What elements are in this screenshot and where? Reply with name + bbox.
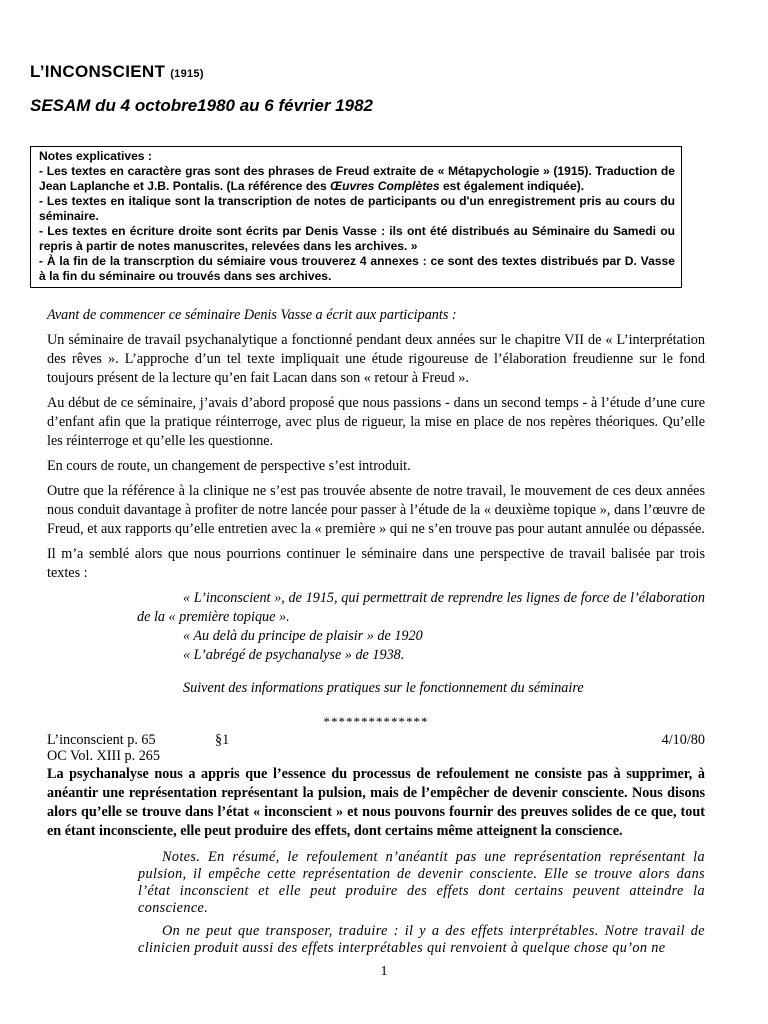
paragraph-5: Il m’a semblé alors que nous pourrions continuer le séminaire dans une perspective de travail balisée par trois textes : xyxy=(47,546,705,581)
notes-item-2: - Les textes en italique sont la transcription de notes de participants ou d'un enregistrement pris au cours du séminaire. xyxy=(39,194,675,223)
reference-oc: OC Vol. XIII p. 265 xyxy=(47,748,160,764)
practical-info-note: Suivent des informations pratiques sur le fonctionnement du séminaire xyxy=(183,680,584,696)
section-separator: ************** xyxy=(323,714,429,729)
participant-notes-2: On ne peut que transposer, traduire : il y a des effets interprétables. Notre travail de clinicien produit aussi des effets interprétables qui renvoient à quelque chose qu’on ne xyxy=(138,923,705,956)
title-text: L’INCONSCIENT xyxy=(30,62,166,81)
paragraph-3: En cours de route, un changement de perspective s’est introduit. xyxy=(47,458,411,474)
reference-page: L’inconscient p. 65 xyxy=(47,732,156,748)
document-title xyxy=(30,62,204,82)
reference-row xyxy=(47,731,705,748)
text-list-item: « L’inconscient », de 1915, qui permettrait de reprendre les lignes de force de l’élaboration de la « première topique ». xyxy=(137,590,705,625)
page-number: 1 xyxy=(380,964,388,979)
reference-date: 4/10/80 xyxy=(661,732,705,748)
reference-section: §1 xyxy=(215,732,230,748)
explanatory-notes-box xyxy=(30,146,682,288)
notes-item-4: - À la fin de la transcrption du sémiaire vous trouverez 4 annexes : ce sont des textes distribués par D. Vasse à la fin du séminaire ou trouvés dans ses archives. xyxy=(39,254,675,283)
paragraph-2: Au début de ce séminaire, j’avais d’abord proposé que nous passions - dans un second temps - à l’étude d’une cure d’enfant afin que la pratique réinterroge, avec plus de rigueur, la mise en place de nos repères théoriques. Qu’elle les réinterroge et qu’elle les questionne. xyxy=(47,395,705,449)
text-list-item: « L’abrégé de psychanalyse » de 1938. xyxy=(183,647,405,663)
document-subtitle: SESAM du 4 octobre1980 au 6 février 1982 xyxy=(30,96,373,115)
paragraph-1: Un séminaire de travail psychanalytique a fonctionné pendant deux années sur le chapitre VII de « L’interprétation des rêves ». L’approche d’un tel texte impliquait une étude rigoureuse de l’élaboration freudienne sur le fond toujours présent de la lecture qu’en fait Lacan dans son « retour à Freud ». xyxy=(47,332,705,386)
text-list xyxy=(47,589,705,665)
notes-item-1: - Les textes en caractère gras sont des phrases de Freud extraite de « Métapychologie » (1915). Traduction de Jean Laplanche et J.B. Pontalis. (La référence des Œuvres Complètes est également indiquée). xyxy=(39,164,675,193)
text-list-item: « Au delà du principe de plaisir » de 1920 xyxy=(183,628,423,644)
title-year: (1915) xyxy=(170,68,204,80)
intro-line: Avant de commencer ce séminaire Denis Vasse a écrit aux participants : xyxy=(47,307,457,323)
notes-heading: Notes explicatives : xyxy=(39,149,152,163)
notes-item-3: - Les textes en écriture droite sont écrits par Denis Vasse : ils ont été distribués au Séminaire du Samedi ou repris à partir de notes manuscrites, relevées dans les archives. » xyxy=(39,224,675,253)
participant-notes-1: Notes. En résumé, le refoulement n’anéantit pas une représentation représentant la pulsion, il empêche cette représentation de devenir consciente. Elle se trouve alors dans l’état inconscient et elle peut produire des effets dont certains peuvent atteindre la conscience. xyxy=(138,849,705,916)
freud-quote: La psychanalyse nous a appris que l’essence du processus de refoulement ne consiste pas à supprimer, à anéantir une représentation représentant la pulsion, mais de l’empêcher de devenir consciente. Nous disons alors qu’elle se trouve dans l’état « inconscient » et nous pouvons fournir des preuves solides de ce que, tout en étant inconsciente, elle peut produire des effets, dont certains même atteignent la conscience. xyxy=(47,766,705,839)
document-body xyxy=(47,306,705,963)
paragraph-4: Outre que la référence à la clinique ne s’est pas trouvée absente de notre travail, le mouvement de ces deux années nous conduit davantage à profiter de notre lancée pour passer à l’étude de la « deuxième topique », dans l’œuvre de Freud, et aux rapports qu’elle entretien avec la « première » qui ne s’en trouve pas pour autant annulée ou dépassée. xyxy=(47,483,705,537)
